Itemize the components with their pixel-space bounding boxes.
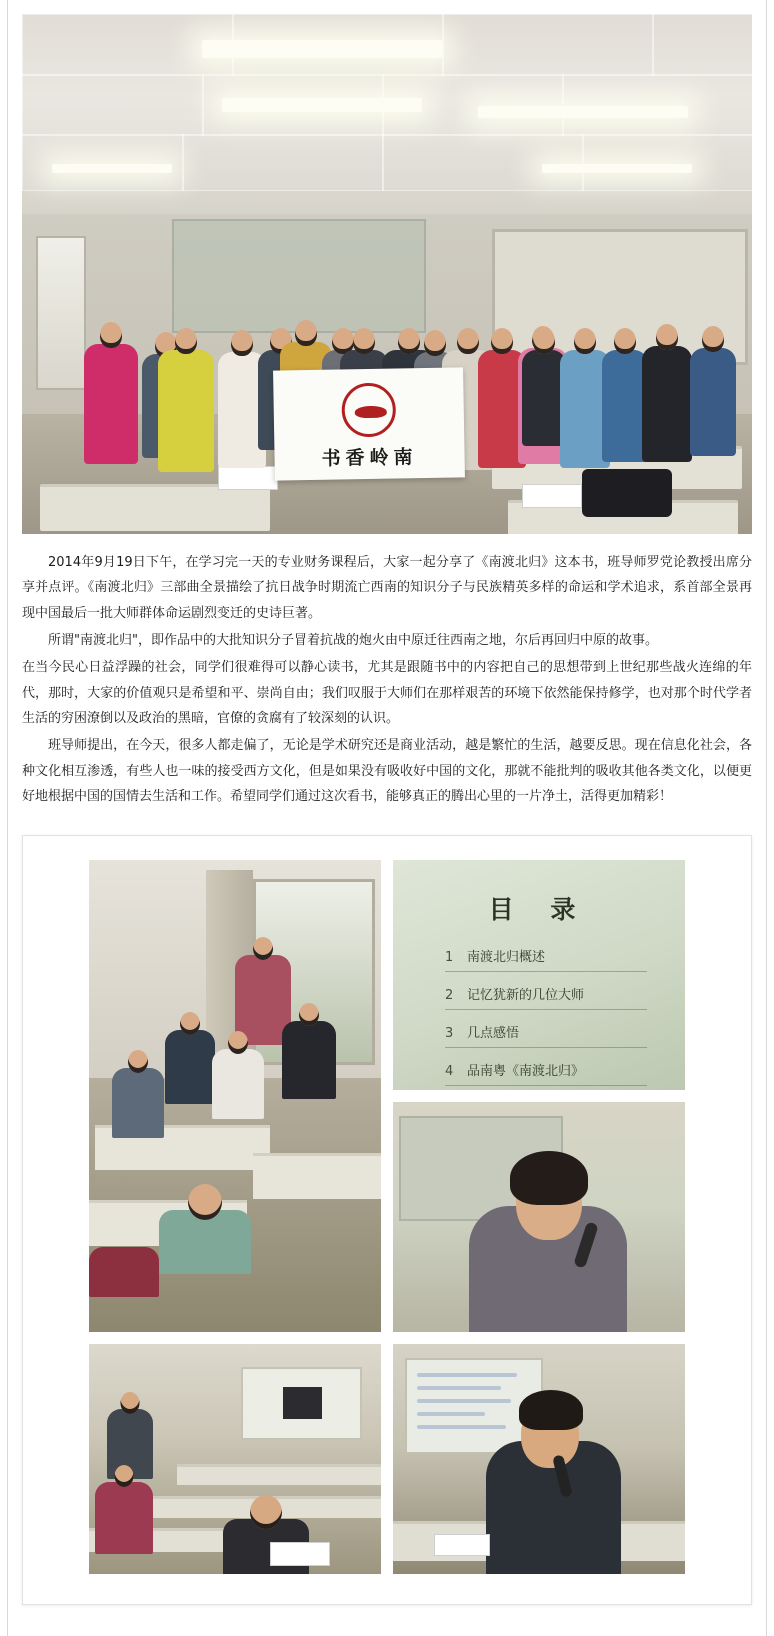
slide-title: 目 录 (488, 895, 590, 925)
group-photo (22, 14, 752, 534)
photo-toc-slide (393, 860, 685, 1090)
attendee (95, 1482, 153, 1554)
attendee (158, 350, 214, 472)
attendee (690, 348, 736, 456)
article-body (22, 550, 752, 809)
photo-collage (22, 835, 752, 1605)
ceiling (22, 14, 752, 224)
article-paragraph: 2014年9月19日下午，在学习完一天的专业财务课程后，大家一起分享了《南渡北归》这本书，班导师罗党论教授出席分享并点评。《南渡北归》三部曲全景描绘了抗日战争时期流亡西南的知识分子与民族精英多样的命运和学术追求，系首部全景再现中国最后一批大师群体命运剧烈变迁的史诗巨著。 (22, 555, 752, 621)
banner-text: 书香岭南 (321, 446, 418, 470)
attendee (165, 1030, 215, 1104)
slide-item-text: 几点感悟 (467, 1026, 520, 1042)
slide-item-number: 3 (445, 1026, 454, 1042)
attendee (84, 344, 138, 464)
photo-speaker-female (393, 1102, 685, 1332)
name-plate (434, 1534, 490, 1556)
attendee (159, 1210, 251, 1274)
photo-audience (89, 860, 381, 1332)
door (36, 236, 86, 390)
attendee (212, 1049, 264, 1119)
attendee (112, 1068, 164, 1138)
name-plate (270, 1542, 330, 1566)
banner (273, 367, 465, 480)
slide-item-number: 2 (445, 988, 454, 1004)
photo-classroom-rear (89, 1344, 381, 1574)
seal-icon (341, 383, 396, 438)
attendee (282, 1021, 336, 1099)
photo-speaker-male (393, 1344, 685, 1574)
page-left-rule (7, 0, 8, 1636)
attendee (89, 1247, 159, 1297)
name-plate (522, 484, 582, 508)
article-paragraph: 在当今民心日益浮躁的社会，同学们很难得可以静心读书，尤其是跟随书中的内容把自己的思想带到上世纪那些战火连绵的年代，那时，大家的价值观只是希望和平、崇尚自由；我们叹服于大师们在那样艰苦的环境下依然能保持修学，也对那个时代学者生活的穷困潦倒以及政治的黑暗，官僚的贪腐有了较深刻的认识。 (22, 660, 752, 727)
projection-screen (172, 219, 426, 333)
collage-grid (49, 860, 725, 1574)
page-right-rule (766, 0, 767, 1636)
slide-item-text: 品南粤《南渡北归》 (467, 1064, 585, 1080)
slide-item-number: 4 (445, 1064, 454, 1080)
laptop-bag (582, 469, 672, 517)
attendee (642, 346, 692, 462)
slide-item-number: 1 (445, 950, 454, 966)
front-table-left (40, 484, 270, 531)
name-plate-2 (218, 466, 278, 490)
slide-item-text: 南渡北归概述 (467, 950, 546, 966)
article-paragraph: 所谓"南渡北归"，即作品中的大批知识分子冒着抗战的炮火由中原迁往西南之地，尔后再回归中原的故事。 (48, 633, 658, 649)
slide-item-text: 记忆犹新的几位大师 (467, 988, 585, 1004)
article-paragraph: 班导师提出，在今天，很多人都走偏了，无论是学术研究还是商业活动，越是繁忙的生活，越要反思。现在信息化社会，各种文化相互渗透，有些人也一味的接受西方文化，但是如果没有吸收好中国的文化，那就不能批判的吸收其他各类文化，以便更好地根据中国的国情去生活和工作。希望同学们通过这次看书，能够真正的腾出心里的一片净土，活得更加精彩！ (22, 738, 752, 805)
